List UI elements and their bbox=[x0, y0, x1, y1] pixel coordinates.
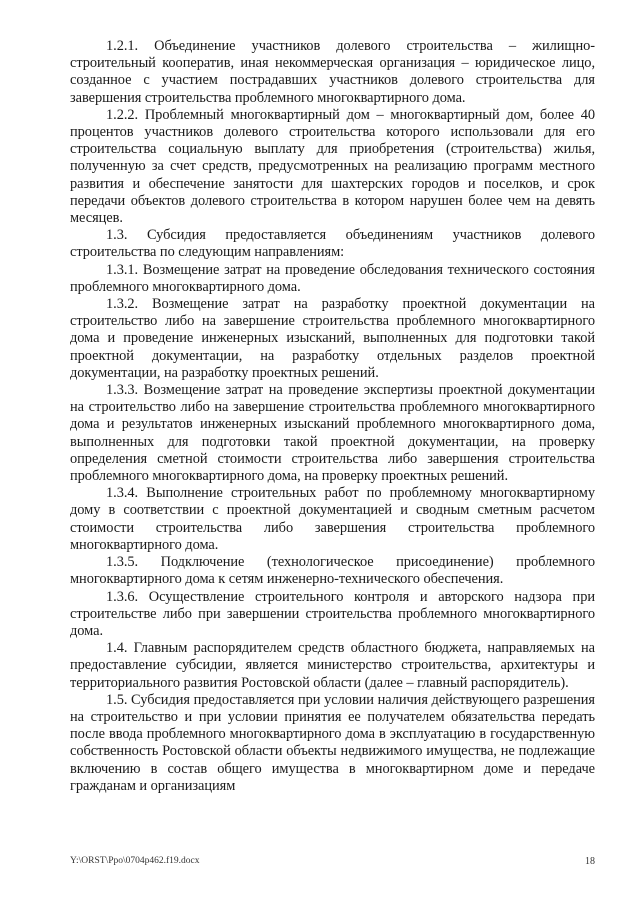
footer-file-path: Y:\ORST\Ppo\0704p462.f19.docx bbox=[70, 856, 200, 866]
paragraph-1-3-1: 1.3.1. Возмещение затрат на проведение обследования технического состояния проблемного многоквартирного дома. bbox=[70, 261, 595, 295]
document-body bbox=[70, 38, 595, 795]
paragraph-1-3-5: 1.3.5. Подключение (технологическое присоединение) проблемного многоквартирного дома к сетям инженерно-технического обеспечения. bbox=[70, 554, 595, 588]
paragraph-1-3: 1.3. Субсидия предоставляется объединениям участников долевого строительства по следующим направлениям: bbox=[70, 227, 595, 261]
paragraph-1-4: 1.4. Главным распорядителем средств областного бюджета, направляемых на предоставление субсидии, является министерство строительства, архитектуры и территориального развития Ростовской области (далее – главный распорядитель). bbox=[70, 640, 595, 691]
paragraph-1-3-6: 1.3.6. Осуществление строительного контроля и авторского надзора при строительстве либо при завершении строительства проблемного многоквартирного дома. bbox=[70, 588, 595, 639]
paragraph-1-3-3: 1.3.3. Возмещение затрат на проведение экспертизы проектной документации на строительство либо на завершение строительства проблемного многоквартирного дома и результатов инженерных изысканий проблемного многоквартирного дома, выполненных для подготовки такой проектной документации, на проверку определения сметной стоимости строительства либо завершения строительства проблемного многоквартирного дома, на проверку проектных решений. bbox=[70, 382, 595, 485]
paragraph-1-2-1: 1.2.1. Объединение участников долевого строительства – жилищно-строительный кооператив, иная некоммерческая организация – юридическое лицо, созданное с участием пострадавших участников долевого строительства для завершения строительства проблемного многоквартирного дома. bbox=[70, 38, 595, 106]
paragraph-1-3-2: 1.3.2. Возмещение затрат на разработку проектной документации на строительство либо на завершение строительства проблемного многоквартирного дома и проведение инженерных изысканий, выполненных для подготовки такой проектной документации, на разработку отдельных разделов проектной документации, на разработку проектных решений. bbox=[70, 296, 595, 381]
footer-page-number: 18 bbox=[585, 856, 595, 867]
paragraph-1-5: 1.5. Субсидия предоставляется при условии наличия действующего разрешения на строительство и при условии принятия ее получателем обязательства передать после ввода проблемного многоквартирного дома в эксплуатацию в государственную собственность Ростовской области объекты недвижимого имущества, не подлежащие включению в состав общего имущества в многоквартирном доме и передаче гражданам и организациям bbox=[70, 691, 595, 794]
paragraph-1-2-2: 1.2.2. Проблемный многоквартирный дом – многоквартирный дом, более 40 процентов участников долевого строительства которого использовали для его строительства социальную выплату для приобретения (строительства) жилья, полученную за счет средств, предусмотренных на реализацию программ местного развития и обеспечение занятости для шахтерских городов и поселков, и срок передачи объектов долевого строительства в котором нарушен более чем на девять месяцев. bbox=[70, 106, 595, 227]
paragraph-1-3-4: 1.3.4. Выполнение строительных работ по проблемному многоквартирному дому в соответствии с проектной документацией и сводным сметным расчетом стоимости строительства либо завершения строительства проблемного многоквартирного дома. bbox=[70, 485, 595, 553]
